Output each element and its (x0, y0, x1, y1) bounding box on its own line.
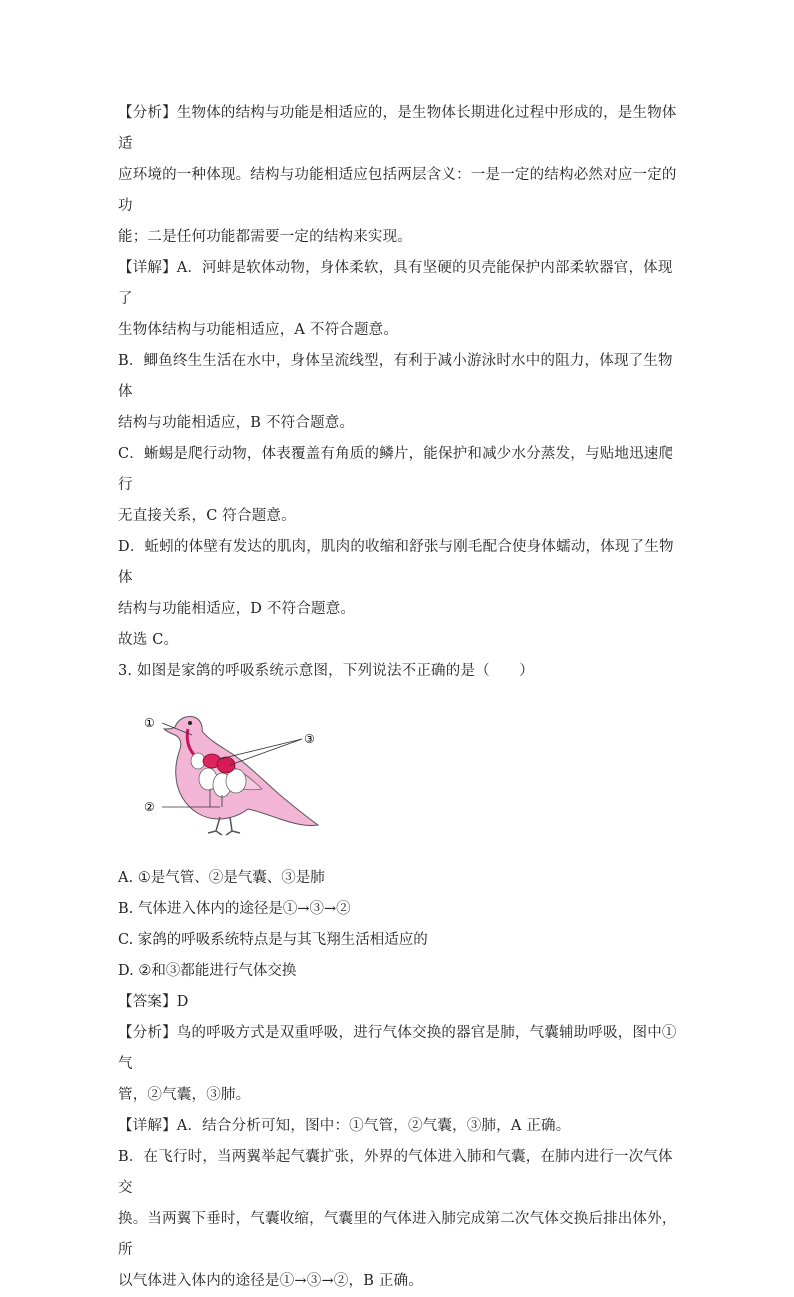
analysis-line: 【分析】生物体的结构与功能是相适应的，是生物体长期进化过程中形成的，是生物体适 (118, 105, 677, 152)
detail-line: 结构与功能相适应，B 不符合题意。 (118, 415, 355, 431)
analysis-line: 能；二是任何功能都需要一定的结构来实现。 (118, 229, 412, 245)
option-a: A. ①是气管、②是气囊、③是肺 (118, 870, 325, 886)
detail-line: 结构与功能相适应，D 不符合题意。 (118, 601, 356, 617)
option-b: B. 气体进入体内的途径是①→③→② (118, 901, 351, 917)
analysis-line: 【分析】鸟的呼吸方式是双重呼吸，进行气体交换的器官是肺，气囊辅助呼吸，图中①气 (118, 1025, 677, 1072)
detail-line: D．蚯蚓的体壁有发达的肌肉，肌肉的收缩和舒张与刚毛配合使身体蠕动，体现了生物体 (118, 539, 674, 586)
label-3: ③ (304, 732, 315, 746)
detail-line: B．在飞行时，当两翼举起气囊扩张，外界的气体进入肺和气囊，在肺内进行一次气体交 (118, 1149, 673, 1196)
detail-line: 以气体进入体内的途径是①→③→②，B 正确。 (118, 1273, 423, 1289)
lung (217, 757, 235, 773)
document-page (118, 98, 678, 1297)
detail-line: 无直接关系，C 符合题意。 (118, 508, 296, 524)
analysis-line: 应环境的一种体现。结构与功能相适应包括两层含义：一是一定的结构必然对应一定的功 (118, 167, 677, 214)
answer: 【答案】D (118, 994, 189, 1010)
label-1: ① (144, 716, 155, 730)
detail-line: 换。当两翼下垂时，气囊收缩，气囊里的气体进入肺完成第二次气体交换后排出体外，所 (118, 1211, 677, 1258)
question-stem: 3. 如图是家鸽的呼吸系统示意图，下列说法不正确的是（ ） (118, 663, 534, 679)
label-2: ② (144, 800, 155, 814)
detail-line: 【详解】A．结合分析可知，图中：①气管，②气囊，③肺，A 正确。 (118, 1118, 571, 1134)
option-d: D. ②和③都能进行气体交换 (118, 963, 297, 979)
pigeon-illustration (130, 699, 350, 849)
pigeon-respiratory-diagram (130, 699, 350, 849)
option-c: C. 家鸽的呼吸系统特点是与其飞翔生活相适应的 (118, 932, 428, 948)
pigeon-legs (208, 817, 240, 835)
analysis-line: 管，②气囊，③肺。 (118, 1087, 251, 1103)
detail-line: 生物体结构与功能相适应，A 不符合题意。 (118, 322, 399, 338)
detail-line: C．蜥蜴是爬行动物，体表覆盖有角质的鳞片，能保护和减少水分蒸发，与贴地迅速爬行 (118, 446, 674, 493)
leader-line-3a (220, 739, 302, 759)
conclusion-line: 故选 C。 (118, 632, 179, 648)
leader-line-3b (230, 739, 302, 765)
detail-line: 【详解】A．河蚌是软体动物，身体柔软，具有坚硬的贝壳能保护内部柔软器官，体现了 (118, 260, 673, 307)
detail-line: B．鲫鱼终生生活在水中，身体呈流线型，有利于减小游泳时水中的阻力，体现了生物体 (118, 353, 673, 400)
pigeon-eye (188, 721, 192, 725)
